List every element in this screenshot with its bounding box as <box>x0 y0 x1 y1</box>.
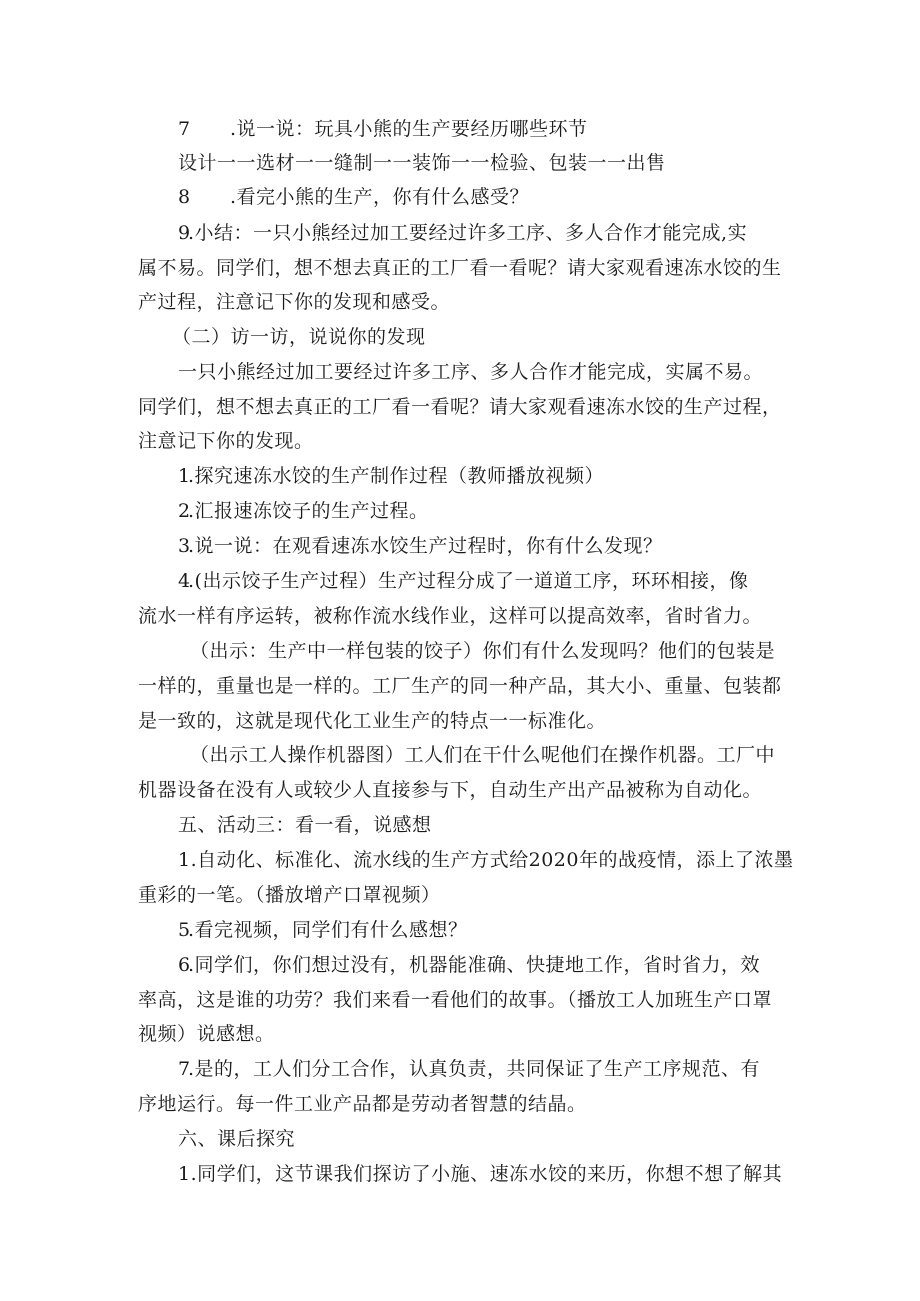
paragraph-line <box>138 255 782 281</box>
paragraph-line <box>138 1021 275 1047</box>
paragraph-line <box>178 533 663 559</box>
paragraph-line <box>190 638 775 664</box>
section-heading <box>178 1126 295 1152</box>
list-number: 4 <box>178 570 191 592</box>
line-text: .看完小熊的生产，你有什么感受？ <box>230 186 530 208</box>
list-number: 6 <box>178 954 191 976</box>
paragraph-line <box>178 847 793 873</box>
paragraph-line <box>138 708 606 734</box>
paragraph-line <box>178 359 763 385</box>
list-number: 2 <box>178 500 191 522</box>
line-text: .说一说：在观看速冻水饺生产过程时，你有什么发现？ <box>188 535 663 557</box>
list-number: 1 <box>178 465 191 487</box>
line-text: .同学们，你们想过没有，机器能准确、快捷地工作，省时省力，效 <box>188 954 761 976</box>
paragraph-line <box>178 220 747 246</box>
list-number: 3 <box>178 535 191 557</box>
line-text: 产过程，注意记下你的发现和感受。 <box>138 291 451 313</box>
paragraph-line <box>178 498 429 524</box>
line-text: 机器设备在没有人或较少人直接参与下，自动生产出产品被称为自动化。 <box>138 779 763 801</box>
line-text: 重彩的一笔。（播放增产口罩视频） <box>138 884 441 906</box>
line-text: 视频）说感想。 <box>138 1023 275 1045</box>
line-text: .看完视频，同学们有什么感想？ <box>188 919 468 941</box>
paragraph-line <box>178 463 604 489</box>
paragraph-line <box>178 568 748 594</box>
paragraph-line <box>190 742 775 768</box>
paragraph-line <box>178 150 666 176</box>
paragraph-line <box>138 777 762 803</box>
paragraph-line <box>138 428 314 454</box>
line-text: （二）访一访，说说你的发现 <box>172 326 426 348</box>
section-heading <box>172 324 426 350</box>
line-text: 流水一样有序运转，被称作流水线作业，这样可以提高效率，省时省力。 <box>138 605 763 627</box>
paragraph-line <box>178 917 468 943</box>
paragraph-line <box>178 1161 782 1187</box>
line-text: .说一说：玩具小熊的生产要经历哪些环节 <box>230 118 588 140</box>
line-text: 率高，这是谁的功劳？我们来看一看他们的故事。（播放工人加班生产口罩 <box>138 989 773 1011</box>
line-text: .是的，工人们分工合作，认真负责，共同保证了生产工序规范、有 <box>188 1058 761 1080</box>
line-text: 一只小熊经过加工要经过许多工序、多人合作才能完成，实属不易。 <box>178 361 764 383</box>
paragraph-line <box>178 952 760 978</box>
line-text: 是一致的，这就是现代化工业生产的特点一一标准化。 <box>138 710 607 732</box>
line-text: 一样的，重量也是一样的。工厂生产的同一种产品，其大小、重量、包装都 <box>138 675 782 697</box>
line-text: 同学们，想不想去真正的工厂看一看呢？请大家观看速冻水饺的生产过程， <box>138 396 782 418</box>
list-number: 7 <box>178 118 191 140</box>
line-text: 五、活动三：看一看，说感想 <box>178 814 432 836</box>
section-heading <box>178 812 432 838</box>
line-text: 属不易。同学们，想不想去真正的工厂看一看呢？请大家观看速冻水饺的生 <box>138 257 782 279</box>
line-text: 六、课后探究 <box>178 1128 296 1150</box>
line-text: 1.同学们，这节课我们探访了小施、速冻水饺的来历，你想不想了解其 <box>178 1163 783 1185</box>
list-number: 9 <box>178 222 191 244</box>
paragraph-line <box>178 1056 760 1082</box>
list-number: 7 <box>178 1058 191 1080</box>
line-text: 1.自动化、标准化、流水线的生产方式给2020年的战疫情，添上了浓墨 <box>178 849 794 871</box>
line-text: .汇报速冻饺子的生产过程。 <box>188 500 429 522</box>
paragraph-line <box>138 882 441 908</box>
line-text: .(出示饺子生产过程）生产过程分成了一道道工序，环环相接，像 <box>188 570 749 592</box>
line-text: 注意记下你的发现。 <box>138 430 314 452</box>
paragraph-line <box>178 116 588 142</box>
paragraph-line <box>138 394 782 420</box>
line-text: 序地运行。每一件工业产品都是劳动者智慧的结晶。 <box>138 1093 587 1115</box>
line-text: .探究速冻水饺的生产制作过程（教师播放视频） <box>188 465 605 487</box>
paragraph-line <box>178 184 529 210</box>
line-text: （出示：生产中一样包装的饺子）你们有什么发现吗？他们的包装是 <box>190 640 776 662</box>
paragraph-line <box>138 987 772 1013</box>
list-number: 5 <box>178 919 191 941</box>
line-text: （出示工人操作机器图）工人们在干什么呢他们在操作机器。工厂中 <box>190 744 776 766</box>
line-text: .小结：一只小熊经过加工要经过许多工序、多人合作才能完成,实 <box>188 222 748 244</box>
line-text: 设计一一选材一一缝制一一装饰一一检验、包装一一出售 <box>178 152 666 174</box>
paragraph-line <box>138 603 762 629</box>
list-number: 8 <box>178 186 191 208</box>
paragraph-line <box>138 289 450 315</box>
paragraph-line <box>138 673 782 699</box>
paragraph-line <box>138 1091 587 1117</box>
